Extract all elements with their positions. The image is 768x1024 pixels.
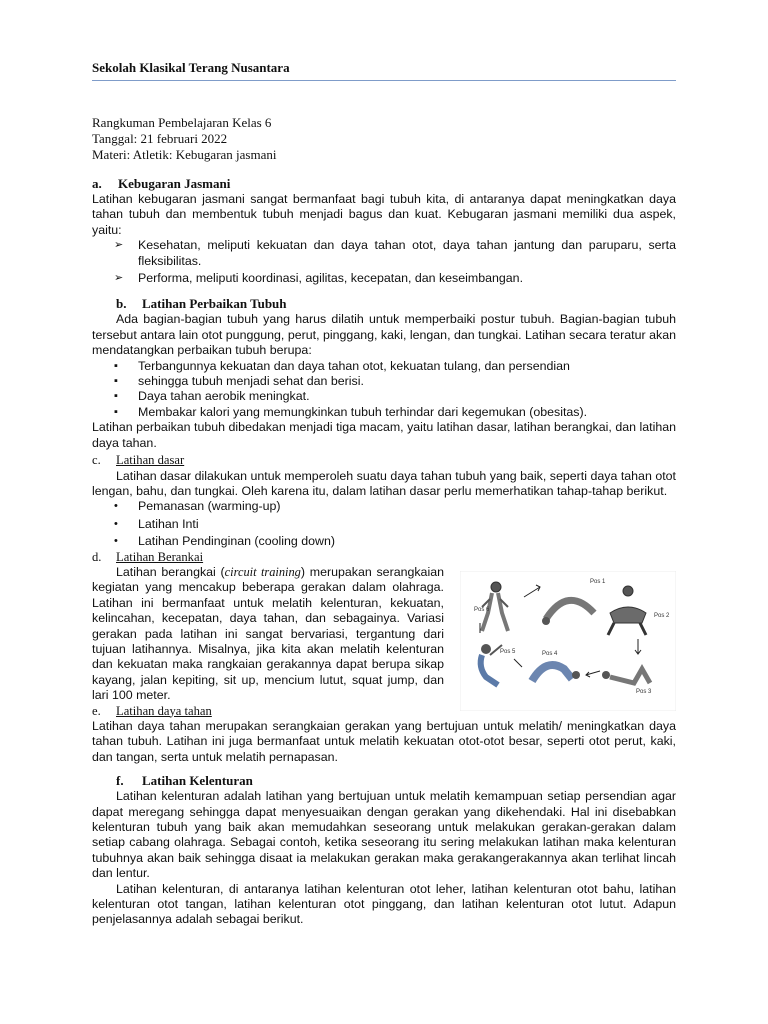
square-bullet-icon: ▪ bbox=[114, 375, 118, 388]
arrow-bullet-icon: ➢ bbox=[114, 272, 124, 285]
section-f-heading bbox=[92, 773, 676, 789]
doc-subject: Materi: Atletik: Kebugaran jasmani bbox=[92, 147, 277, 162]
section-e-paragraph: Latihan daya tahan merupakan serangkaian gerakan yang bertujuan untuk melatih/ meningkatkan daya tahan tubuh. Latihan ini juga bermanfaat untuk melatih kekuatan otot-otot besar, seperti otot perut, kaki, dan tangan, serta untuk melatih pernapasan. bbox=[92, 719, 676, 764]
section-f-label: f. bbox=[116, 773, 124, 789]
section-f-title: Latihan Kelenturan bbox=[142, 773, 253, 789]
document-body bbox=[92, 176, 676, 928]
document-meta bbox=[92, 115, 276, 163]
pos-label: Pos 6 bbox=[474, 606, 490, 613]
section-b-paragraph-1: Ada bagian-bagian tubuh yang harus dilatih untuk memperbaiki postur tubuh. Bagian-bagian tubuh tersebut antara lain otot punggung, perut, pinggang, kaki, lengan, dan tungkai. Latihan secara teratur akan mendatangkan perbaikan tubuh berupa: bbox=[92, 312, 676, 358]
list-item: ➢ Kesehatan, meliputi kekuatan dan daya tahan otot, daya tahan jantung dan paruparu, serta fleksibilitas. bbox=[114, 238, 676, 268]
pos-label: Pos 5 bbox=[500, 648, 516, 655]
section-c-label: c. bbox=[92, 453, 101, 468]
section-a-paragraph: Latihan kebugaran jasmani sangat bermanfaat bagi tubuh kita, di antaranya dapat meningkatkan daya tahan tubuh dan membentuk tubuh menjadi bagus dan kuat. Kebugaran jasmani memiliki dua aspek, yaitu: bbox=[92, 192, 676, 237]
list-item: • Pemanasan (warming-up) bbox=[114, 499, 281, 514]
doc-title: Rangkuman Pembelajaran Kelas 6 bbox=[92, 115, 272, 130]
section-a-label: a. bbox=[92, 176, 102, 191]
section-d-label: d. bbox=[92, 549, 102, 564]
section-b-title: Latihan Perbaikan Tubuh bbox=[142, 296, 287, 312]
section-e-label: e. bbox=[92, 703, 101, 718]
list-item: • Latihan Inti bbox=[114, 516, 199, 531]
arrow-bullet-icon: ➢ bbox=[114, 239, 124, 252]
section-d-body bbox=[92, 565, 676, 704]
list-item: • Latihan Pendinginan (cooling down) bbox=[114, 534, 336, 549]
circuit-diagram bbox=[460, 571, 676, 711]
section-c-title: Latihan dasar bbox=[116, 453, 185, 468]
pos-label: Pos 3 bbox=[636, 688, 652, 695]
list-item: ▪ Terbangunnya kekuatan dan daya tahan otot, kekuatan tulang, dan persendian bbox=[114, 358, 570, 373]
doc-date: Tanggal: 21 februari 2022 bbox=[92, 131, 228, 146]
square-bullet-icon: ▪ bbox=[114, 359, 118, 372]
section-b-list bbox=[92, 359, 676, 421]
list-item: ▪ Membakar kalori yang memungkinkan tubuh terhindar dari kegemukan (obesitas). bbox=[114, 404, 588, 419]
section-d-paragraph: Latihan berangkai (circuit training) merupakan serangkaian kegiatan yang mencakup beberapa gerakan dalam olahraga. Latihan ini bermanfaat untuk melatih kelenturan, kekuatan, kelincahan, kecepatan, daya tahan, dan sebagainya. Variasi gerakan pada latihan ini sangat bervariasi, tergantung dari tujuan latihannya. Misalnya, jika kita akan melatih kelenturan dan kekuatan maka rangkaian gerakannya dapat berupa sikap kayang, jalan kepiting, sit up, mencium lutut, squat jump, dan lari 100 meter. bbox=[92, 564, 444, 703]
circuit-training-term: circuit training bbox=[224, 564, 301, 579]
dot-bullet-icon: • bbox=[114, 535, 118, 548]
section-f-paragraph-1: Latihan kelenturan adalah latihan yang bertujuan untuk melatih kemampuan setiap persendian agar dapat meregang sehingga dapat menyesuaikan dengan gerakan yang dikehendaki. Hal ini disebabkan kelenturan tubuh yang baik akan memudahkan seseorang untuk melakukan gerakan-gerakan dalam setiap cabang olahraga. Sebagai contoh, ketika seseorang itu sering melakukan latihan maka kelenturan tubuhnya akan baik sehingga disaat ia melakukan gerakan maka gerakangerakannya akan terlihat lincah dan lentur. bbox=[92, 789, 676, 881]
pos-label: Pos 1 bbox=[590, 578, 606, 585]
square-bullet-icon: ▪ bbox=[114, 405, 118, 418]
section-d-heading bbox=[92, 550, 676, 565]
section-b-label: b. bbox=[116, 296, 127, 312]
pos-label: Pos 4 bbox=[542, 650, 558, 657]
section-d-title: Latihan Berankai bbox=[116, 549, 204, 564]
header-divider bbox=[92, 80, 676, 81]
section-a-list bbox=[92, 238, 676, 286]
section-b-heading bbox=[92, 296, 676, 312]
list-item: ▪ Daya tahan aerobik meningkat. bbox=[114, 389, 310, 404]
section-e-title: Latihan daya tahan bbox=[116, 703, 212, 718]
section-c-paragraph: Latihan dasar dilakukan untuk memperoleh suatu daya tahan tubuh yang baik, seperti daya tahan otot lengan, bahu, dan tungkai. Oleh karena itu, dalam latihan dasar perlu memerhatikan tahap-tahap berikut. bbox=[92, 468, 676, 498]
section-b-paragraph-2: Latihan perbaikan tubuh dibedakan menjadi tiga macam, yaitu latihan dasar, latihan berangkai, dan latihan daya tahan. bbox=[92, 420, 676, 450]
circuit-training-figure bbox=[460, 571, 676, 711]
dot-bullet-icon: • bbox=[114, 517, 118, 530]
list-item: ➢ Performa, meliputi koordinasi, agilitas, kecepatan, dan keseimbangan. bbox=[114, 271, 524, 286]
list-item: ▪ sehingga tubuh menjadi sehat dan berisi. bbox=[114, 374, 364, 389]
section-c-list bbox=[92, 499, 676, 549]
section-a-heading bbox=[92, 176, 676, 192]
section-f-paragraph-2: Latihan kelenturan, di antaranya latihan kelenturan otot leher, latihan kelenturan otot bahu, latihan kelenturan otot tangan, latihan kelenturan otot pinggang, dan latihan kelenturan otot lutut. Adapun penjelasannya adalah sebagai berikut. bbox=[92, 881, 676, 927]
dot-bullet-icon: • bbox=[114, 500, 118, 513]
section-a-title: Kebugaran Jasmani bbox=[118, 176, 231, 191]
square-bullet-icon: ▪ bbox=[114, 390, 118, 403]
section-c-heading bbox=[92, 453, 676, 468]
school-name: Sekolah Klasikal Terang Nusantara bbox=[92, 60, 290, 75]
pos-label: Pos 2 bbox=[654, 612, 670, 619]
